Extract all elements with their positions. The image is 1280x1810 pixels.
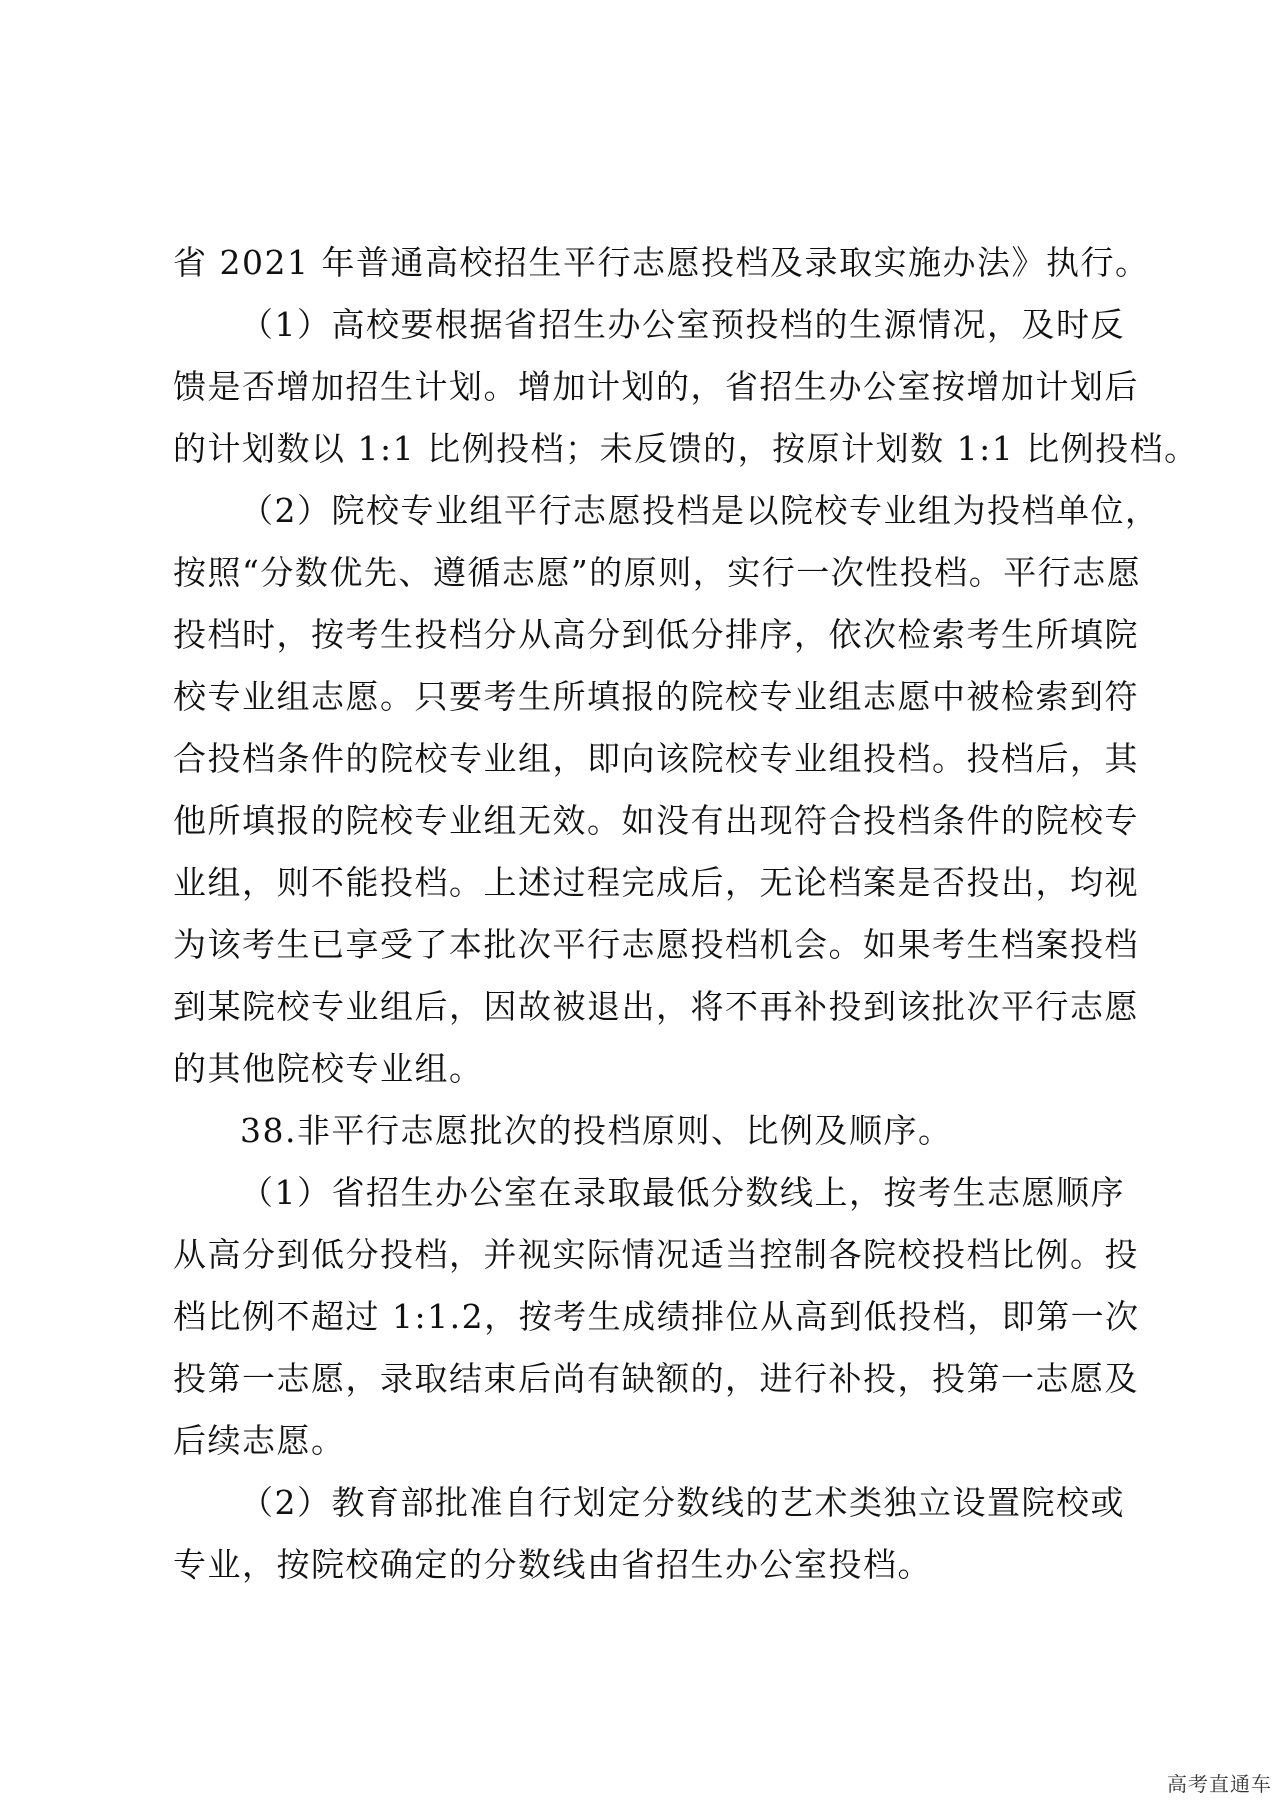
paragraph-line: 后续志愿。 bbox=[173, 1421, 346, 1460]
paragraph-line: （1）高校要根据省招生办公室预投档的生源情况，及时反 bbox=[240, 305, 1125, 344]
paragraph-line: 省 2021 年普通高校招生平行志愿投档及录取实施办法》执行。 bbox=[173, 243, 1150, 282]
paragraph-line: （2）院校专业组平行志愿投档是以院校专业组为投档单位， bbox=[240, 491, 1160, 530]
paragraph-line: 投档时，按考生投档分从高分到低分排序，依次检索考生所填院 bbox=[173, 615, 1139, 654]
paragraph-line: （2）教育部批准自行划定分数线的艺术类独立设置院校或 bbox=[240, 1483, 1125, 1522]
paragraph-line: 从高分到低分投档，并视实际情况适当控制各院校投档比例。投 bbox=[173, 1235, 1139, 1274]
paragraph-line: 馈是否增加招生计划。增加计划的，省招生办公室按增加计划后 bbox=[173, 367, 1139, 406]
paragraph-line: 投第一志愿，录取结束后尚有缺额的，进行补投，投第一志愿及 bbox=[173, 1359, 1139, 1398]
paragraph-line: 的计划数以 1:1 比例投档；未反馈的，按原计划数 1:1 比例投档。 bbox=[173, 429, 1199, 468]
paragraph-line: 按照“分数优先、遵循志愿”的原则，实行一次性投档。平行志愿 bbox=[173, 553, 1142, 592]
paragraph-line: （1）省招生办公室在录取最低分数线上，按考生志愿顺序 bbox=[240, 1173, 1125, 1212]
paragraph-line: 为该考生已享受了本批次平行志愿投档机会。如果考生档案投档 bbox=[173, 925, 1139, 964]
section-heading: 38.非平行志愿批次的投档原则、比例及顺序。 bbox=[240, 1111, 953, 1150]
paragraph-line: 业组，则不能投档。上述过程完成后，无论档案是否投出，均视 bbox=[173, 863, 1139, 902]
paragraph-line: 他所填报的院校专业组无效。如没有出现符合投档条件的院校专 bbox=[173, 801, 1139, 840]
paragraph-line: 合投档条件的院校专业组，即向该院校专业组投档。投档后，其 bbox=[173, 739, 1139, 778]
watermark: 高考直通车 bbox=[1167, 1772, 1272, 1796]
paragraph-line: 校专业组志愿。只要考生所填报的院校专业组志愿中被检索到符 bbox=[173, 677, 1139, 716]
paragraph-line: 到某院校专业组后，因故被退出，将不再补投到该批次平行志愿 bbox=[173, 987, 1139, 1026]
paragraph-line: 的其他院校专业组。 bbox=[173, 1049, 484, 1088]
paragraph-line: 专业，按院校确定的分数线由省招生办公室投档。 bbox=[173, 1545, 932, 1584]
paragraph-line: 档比例不超过 1:1.2，按考生成绩排位从高到低投档，即第一次 bbox=[173, 1297, 1140, 1336]
